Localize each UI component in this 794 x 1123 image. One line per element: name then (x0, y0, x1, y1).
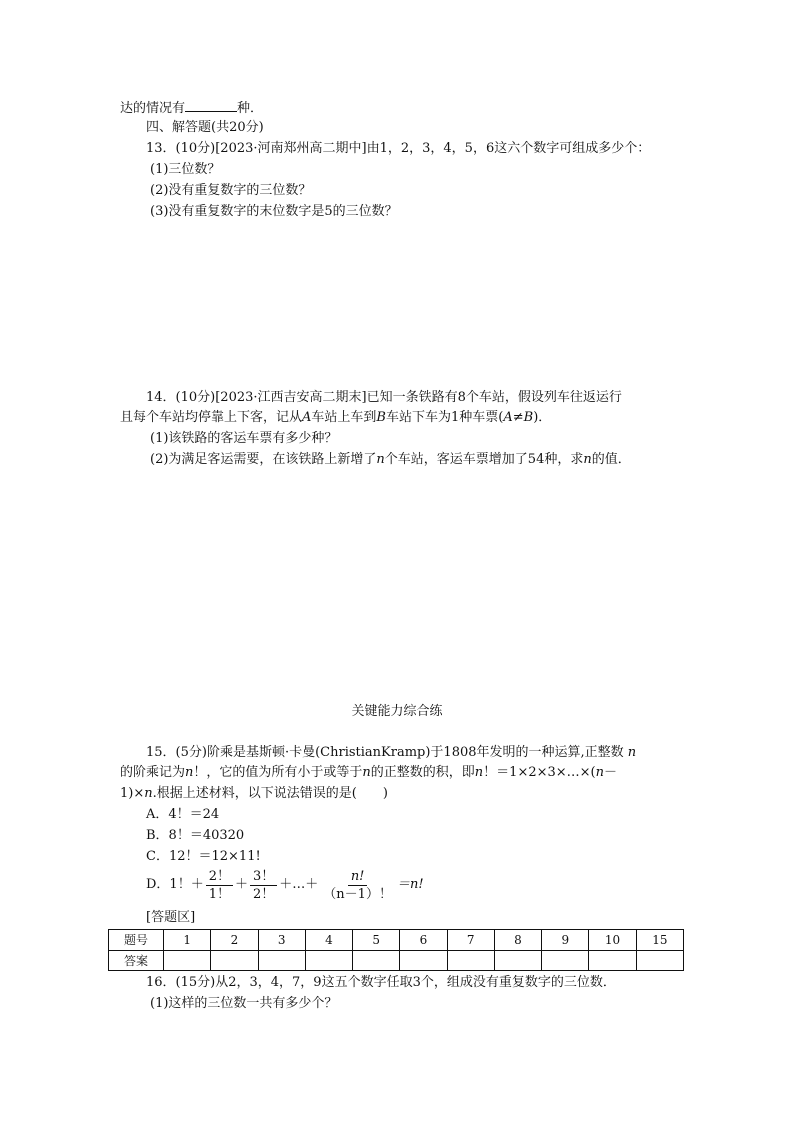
q14-stem: 14．(10分)[2023·江西吉安高二期末]已知一条铁路有8个车站，假设列车往返运行 (146, 390, 622, 405)
question-number: 1 (164, 930, 211, 951)
q14-part2: (2)为满足客运需要，在该铁路上新增了n个车站，客运车票增加了54种，求n的值． (150, 452, 631, 467)
header-label: 题号 (109, 930, 164, 951)
fill-blank[interactable] (185, 99, 237, 112)
answer-cell[interactable] (589, 950, 636, 971)
q14-part1: (1)该铁路的客运车票有多少种？ (150, 431, 338, 446)
q15-stem: 15．(5分)阶乘是基斯顿·卡曼(ChristianKramp)于1808年发明的一种运算,正整数 n (146, 745, 637, 760)
answer-table (108, 929, 684, 971)
q13-stem: 13．(10分)[2023·河南郑州高二期中]由1，2，3，4，5，6这六个数字可组成多少个： (146, 141, 651, 156)
answer-label: 答案 (109, 950, 164, 971)
question-number: 6 (400, 930, 447, 951)
q15-stem-end: 1)×n.根据上述材料，以下说法错误的是( ) (120, 786, 388, 801)
question-number: 4 (305, 930, 352, 951)
answer-cell[interactable] (211, 950, 258, 971)
answer-cell[interactable] (494, 950, 541, 971)
question-number: 3 (258, 930, 305, 951)
question-number: 7 (447, 930, 494, 951)
answer-cell[interactable] (305, 950, 352, 971)
question-number: 10 (589, 930, 636, 951)
question-number: 15 (636, 930, 683, 951)
q16-stem: 16．(15分)从2，3，4，7，9这五个数字任取3个，组成没有重复数字的三位数． (146, 975, 616, 990)
question-number: 9 (542, 930, 589, 951)
q13-part2: (2)没有重复数字的三位数？ (150, 183, 312, 198)
q16-part1: (1)这样的三位数一共有多少个？ (150, 996, 338, 1011)
q15-stem-cont: 的阶乘记为n！，它的值为所有小于或等于n的正整数的积，即n！＝1×2×3×…×(n－ (120, 765, 618, 780)
q12-tail: 达的情况有 种． (120, 101, 264, 116)
answer-cell[interactable] (400, 950, 447, 971)
section-title: 关键能力综合练 (351, 704, 443, 719)
answer-area-label: [答题区] (146, 910, 196, 925)
q14-stem-cont: 且每个车站均停靠上下客，记从A车站上车到B车站下车为1种车票(A≠B)． (120, 410, 552, 425)
q15-option-d: D．1！＋ $\frac{2!}{1!}$ ＋ $\frac{3!}{2!}$ ＋…＋ $\frac{n!}{(n-1)!}$ ＝n! (146, 868, 424, 902)
fraction: $\frac{3!}{2!}$ (250, 868, 277, 903)
section-heading-4: 四、解答题(共20分) (146, 120, 264, 135)
answer-cell[interactable] (353, 950, 400, 971)
answer-table-header-row (109, 930, 684, 951)
question-number: 2 (211, 930, 258, 951)
q13-part1: (1)三位数？ (150, 162, 221, 177)
answer-cell[interactable] (164, 950, 211, 971)
answer-cell[interactable] (636, 950, 683, 971)
question-number: 5 (353, 930, 400, 951)
fraction: $\frac{2!}{1!}$ (206, 868, 233, 903)
fraction: $\frac{n!}{(n-1)!}$ (323, 868, 392, 902)
answer-cell[interactable] (447, 950, 494, 971)
q13-part3: (3)没有重复数字的末位数字是5的三位数？ (150, 204, 398, 219)
answer-cell[interactable] (542, 950, 589, 971)
answer-table-answer-row (109, 950, 684, 971)
q15-option-a: A．4！＝24 (146, 807, 220, 822)
q15-option-c: C．12！＝12×11! (146, 849, 261, 864)
answer-cell[interactable] (258, 950, 305, 971)
q15-option-b: B．8！＝40320 (146, 828, 245, 843)
question-number: 8 (494, 930, 541, 951)
